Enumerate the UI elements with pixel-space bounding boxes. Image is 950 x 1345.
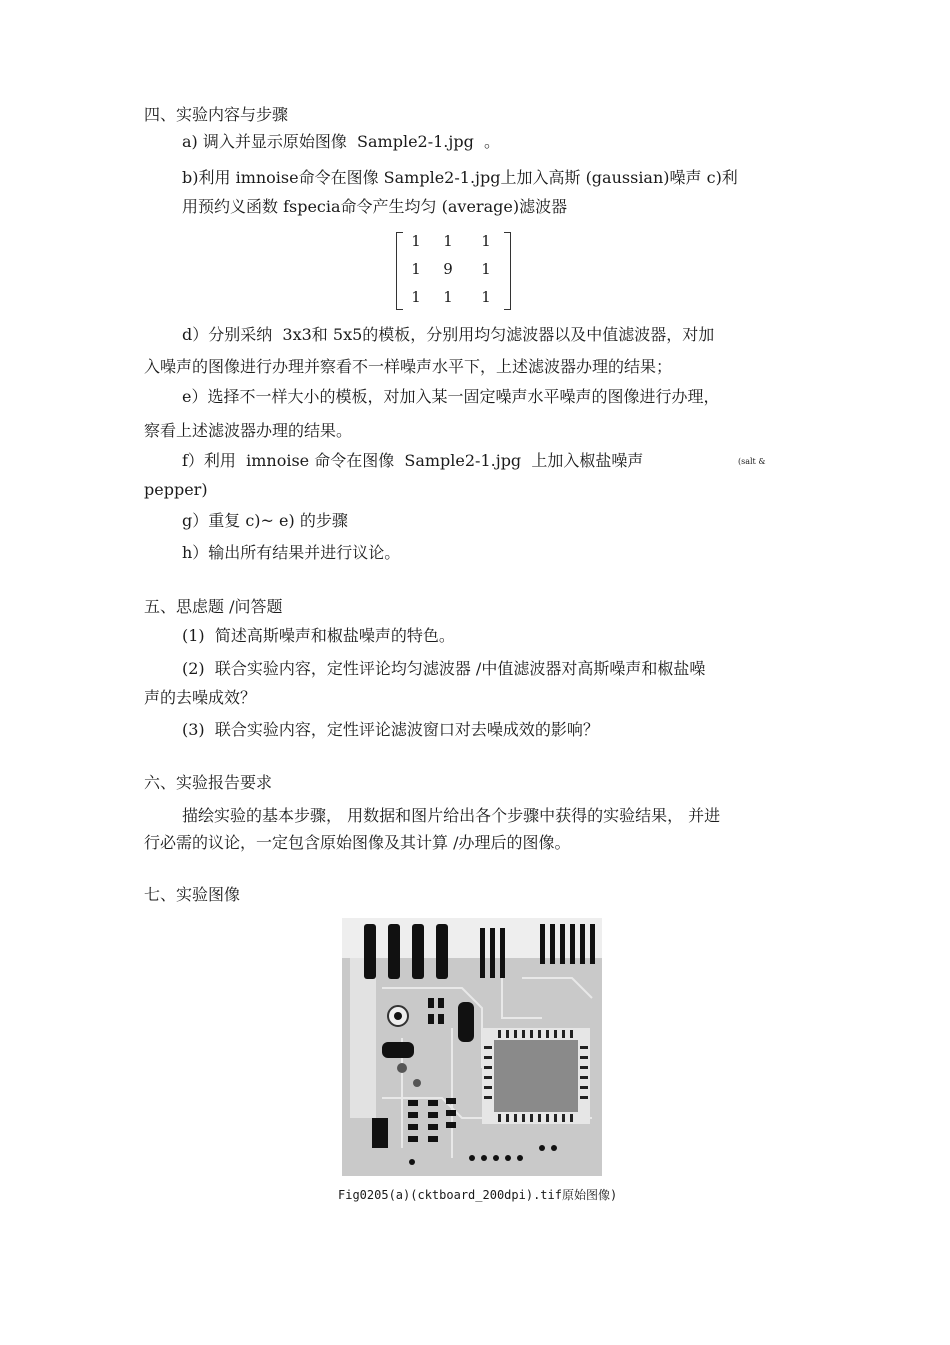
step-f-line2: pepper) — [144, 480, 208, 499]
step-a: a) 调入并显示原始图像 Sample2-1.jpg 。 — [182, 132, 501, 151]
step-h: h）输出所有结果并进行议论。 — [182, 543, 401, 562]
matrix-cell: 1 — [481, 232, 491, 250]
question-3: (3) 联合实验内容，定性评论滤波窗口对去噪成效的影响？ — [182, 720, 599, 739]
matrix-left-bracket — [396, 232, 403, 310]
section-7-heading: 七、实验图像 — [144, 885, 241, 904]
average-filter-matrix — [396, 232, 511, 310]
step-g: g）重复 c)~ e) 的步骤 — [182, 511, 348, 530]
matrix-cell: 1 — [443, 288, 453, 306]
step-f-small-text: (salt & — [738, 457, 766, 466]
report-requirement-line1: 描绘实验的基本步骤， 用数据和图片给出各个步骤中获得的实验结果， 并进 — [182, 806, 721, 825]
matrix-cell: 1 — [481, 288, 491, 306]
matrix-cell: 1 — [481, 260, 491, 278]
matrix-right-bracket — [504, 232, 511, 310]
section-5-heading: 五、思虑题 /问答题 — [144, 597, 283, 616]
section-4-heading: 四、实验内容与步骤 — [144, 105, 289, 124]
report-requirement-line2: 行必需的议论，一定包含原始图像及其计算 /办理后的图像。 — [144, 833, 571, 852]
matrix-cell: 1 — [411, 260, 421, 278]
matrix-cell: 9 — [443, 260, 453, 278]
matrix-cell: 1 — [411, 232, 421, 250]
question-1: (1) 简述高斯噪声和椒盐噪声的特色。 — [182, 626, 455, 645]
question-2-line2: 声的去噪成效？ — [144, 688, 257, 707]
step-f-line1: f）利用 imnoise 命令在图像 Sample2-1.jpg 上加入椒盐噪声 — [182, 451, 644, 470]
step-d-line2: 入噪声的图像进行办理并察看不一样噪声水平下，上述滤波器办理的结果； — [144, 357, 673, 376]
step-e-line2: 察看上述滤波器办理的结果。 — [144, 421, 353, 440]
matrix-cell: 1 — [411, 288, 421, 306]
section-6-heading: 六、实验报告要求 — [144, 773, 273, 792]
step-b-line2: 用预约义函数 fspecia命令产生均匀 (average)滤波器 — [182, 197, 568, 216]
figure-caption: Fig0205(a)(cktboard_200dpi).tif原始图像) — [338, 1188, 618, 1202]
step-b-line1: b)利用 imnoise命令在图像 Sample2-1.jpg上加入高斯 (gaussian)噪声 c)利 — [182, 168, 738, 187]
matrix-cell: 1 — [443, 232, 453, 250]
step-d-line1: d）分别采纳 3x3和 5x5的模板，分别用均匀滤波器以及中值滤波器，对加 — [182, 325, 715, 344]
circuit-board-image — [342, 918, 602, 1176]
step-e-line1: e）选择不一样大小的模板，对加入某一固定噪声水平噪声的图像进行办理， — [182, 387, 720, 406]
question-2-line1: (2) 联合实验内容，定性评论均匀滤波器 /中值滤波器对高斯噪声和椒盐噪 — [182, 659, 706, 678]
